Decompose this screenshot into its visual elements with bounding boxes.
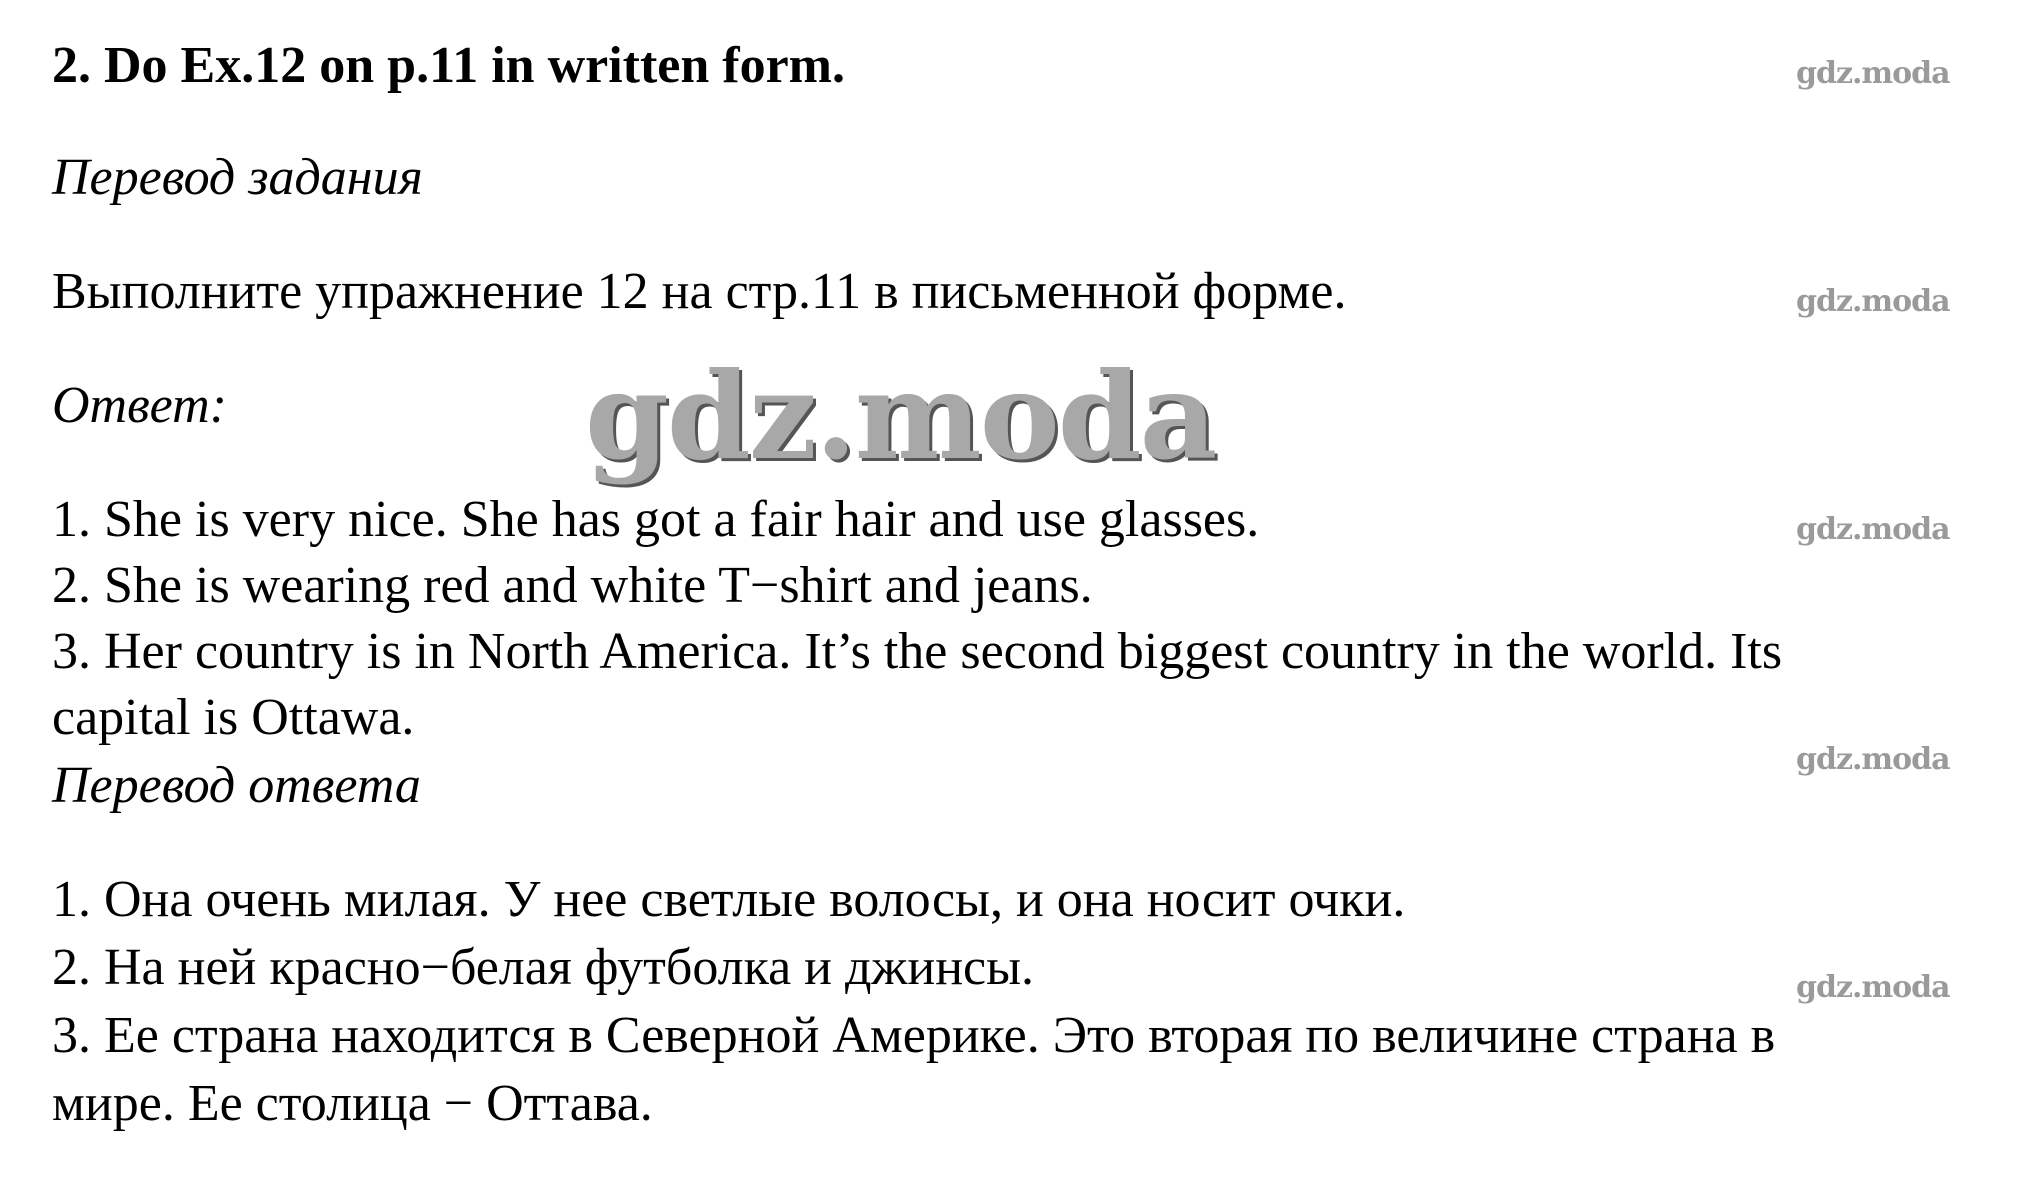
watermark-small: gdz.moda xyxy=(1796,284,1950,319)
answer-translation-label: Перевод ответа xyxy=(52,757,421,814)
task-heading: 2. Do Ex.12 on p.11 in written form. xyxy=(52,37,845,94)
task-translation-label: Перевод задания xyxy=(52,149,423,206)
watermark-small: gdz.moda xyxy=(1796,970,1950,1005)
answer-translation-line-2: 2. На ней красно−белая футболка и джинсы. xyxy=(52,939,1035,996)
watermark-small: gdz.moda xyxy=(1796,56,1950,91)
answer-translation-line-4: мире. Ее столица − Оттава. xyxy=(52,1075,653,1132)
watermark-small: gdz.moda xyxy=(1796,512,1950,547)
answer-line-4: capital is Ottawa. xyxy=(52,689,415,746)
task-translation-text: Выполните упражнение 12 на стр.11 в письменной форме. xyxy=(52,263,1347,320)
answer-translation-line-3: 3. Ее страна находится в Северной Америке. Это вторая по величине страна в xyxy=(52,1007,1776,1064)
answer-line-2: 2. She is wearing red and white T−shirt and jeans. xyxy=(52,557,1093,614)
answer-line-1: 1. She is very nice. She has got a fair hair and use glasses. xyxy=(52,491,1260,548)
watermark-small: gdz.moda xyxy=(1796,742,1950,777)
watermark-large: gdz.moda xyxy=(585,346,1216,487)
answer-translation-line-1: 1. Она очень милая. У нее светлые волосы, и она носит очки. xyxy=(52,871,1406,928)
answer-label: Ответ: xyxy=(52,377,227,434)
answer-line-3: 3. Her country is in North America. It’s the second biggest country in the world. Its xyxy=(52,623,1783,680)
